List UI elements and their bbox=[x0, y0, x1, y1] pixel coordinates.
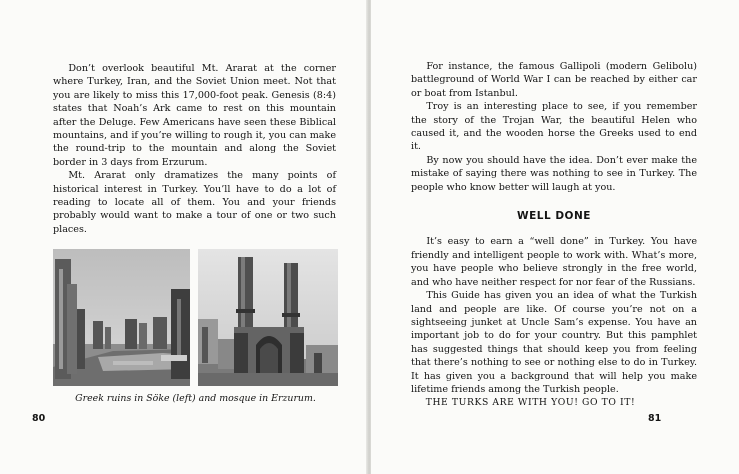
photo-pair bbox=[53, 249, 338, 386]
paragraph-historical-interest: Mt. Ararat only dramatizes the many points of historical interest in Turkey. You’ll have to do a lot of reading to locate all of them. You and your friends probably would want to make a tour of one or two such places. bbox=[53, 170, 336, 235]
right-text-column bbox=[411, 60, 697, 410]
section-title-well-done: WELL DONE bbox=[517, 210, 591, 223]
paragraph-nothing-to-see: By now you should have the idea. Don’t ever make the mistake of saying there was nothing to see in Turkey. The people who know better will laugh at you. bbox=[411, 154, 697, 193]
paragraph-well-done: It’s easy to earn a “well done” in Turkey. You have friendly and intelligent people to work with. What’s more, you have people who believe strongly in the free world, and who have neither respect for nor fear of the Russians. bbox=[411, 236, 697, 288]
paragraph-troy: Troy is an interesting place to see, if you remember the story of the Trojan War, the beautiful Helen who caused it, and the wooden horse the Greeks used to end it. bbox=[411, 101, 697, 153]
left-text-column bbox=[53, 62, 336, 236]
page-number-right: 81 bbox=[648, 413, 662, 424]
greek-ruins-photo bbox=[53, 249, 190, 386]
page-number-left: 80 bbox=[32, 413, 46, 424]
left-page bbox=[0, 0, 368, 474]
photo-caption: Greek ruins in Söke (left) and mosque in Erzurum. bbox=[75, 393, 316, 404]
right-page bbox=[371, 0, 739, 474]
mosque-photo bbox=[198, 249, 338, 386]
paragraph-gallipoli: For instance, the famous Gallipoli (modern Gelibolu) battleground of World War I can be reached by either car or boat from Istanbul. bbox=[411, 61, 697, 99]
paragraph-ararat: Don’t overlook beautiful Mt. Ararat at the corner where Turkey, Iran, and the Soviet Union meet. Not that you are likely to miss this 17,000-foot peak. Genesis (8:4) states that Noah’s Ark came to rest on this mountain after the Deluge. Few Americans have seen these Biblical mountains, and if you’re willing to rough it, you can make the round-trip to the mountain and along the Soviet border in 3 days from Erzurum. bbox=[53, 63, 336, 168]
paragraph-guide-summary: This Guide has given you an idea of what the Turkish land and people are like. Of course you’re not on a sightseeing junket at Uncle Sam’s expense. You have an important job to do for your country. But this pamphlet has suggested things that should keep you from feeling that there’s nothing to see or nothing else to do in Turkey. It has given you a background that will help you make lifetime friends among the Turkish people. bbox=[411, 290, 697, 395]
closing-line: THE TURKS ARE WITH YOU! GO TO IT! bbox=[425, 397, 636, 409]
